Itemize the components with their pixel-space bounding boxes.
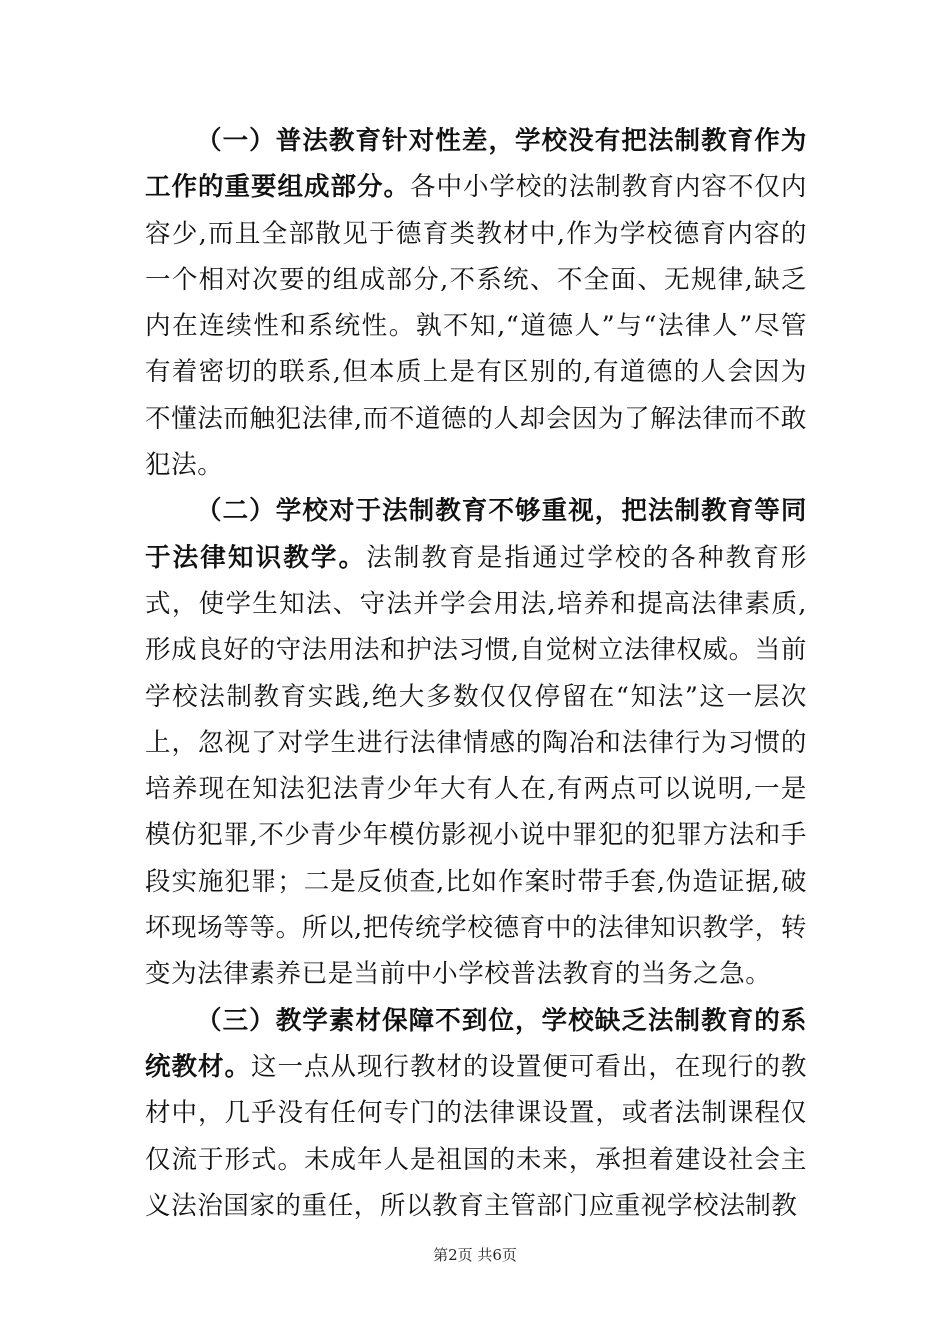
paragraph-1 <box>145 118 807 488</box>
paragraph-3-body: 这一点从现行教材的设置便可看出，在现行的教材中，几乎没有任何专门的法律课设置，或者法制课程仅仅流于形式。未成年人是祖国的未来，承担着建设社会主义法治国家的重任，所以教育主管部门应重视学校法制教 <box>145 1051 807 1221</box>
paragraph-3 <box>145 998 807 1229</box>
paragraph-2-heading: （二）学校对于法制教育不够重视，把法制教育等同于法律知识教学。 <box>145 496 807 573</box>
paragraph-2-body: 法制教育是指通过学校的各种教育形式，使学生知法、守法并学会用法,培养和提高法律素质,形成良好的守法用法和护法习惯,自觉树立法律权威。当前学校法制教育实践,绝大多数仅仅停留在“知法”这一层次上，忽视了对学生进行法律情感的陶冶和法律行为习惯的培养现在知法犯法青少年大有人在,有两点可以说明,一是模仿犯罪,不少青少年模仿影视小说中罪犯的犯罪方法和手段实施犯罪；二是反侦查,比如作案时带手套,伪造证据,破坏现场等等。所以,把传统学校德育中的法律知识教学，转变为法律素养已是当前中小学校普法教育的当务之急。 <box>145 542 807 990</box>
paragraph-1-heading: （一）普法教育针对性差，学校没有把法制教育作为工作的重要组成部分。 <box>145 126 807 203</box>
paragraph-2 <box>145 488 807 997</box>
paragraph-1-body: 各中小学校的法制教育内容不仅内容少,而且全部散见于德育类教材中,作为学校德育内容的一个相对次要的组成部分,不系统、不全面、无规律,缺乏内在连续性和系统性。孰不知,“道德人”与“法律人”尽管有着密切的联系,但本质上是有区别的,有道德的人会因为不懂法而触犯法律,而不道德的人却会因为了解法律而不敢犯法。 <box>145 172 807 481</box>
document-body <box>145 118 807 1229</box>
page-number-footer: 第2页 共6页 <box>433 1246 517 1264</box>
paragraph-3-heading: （三）教学素材保障不到位，学校缺乏法制教育的系统教材。 <box>145 1005 807 1082</box>
